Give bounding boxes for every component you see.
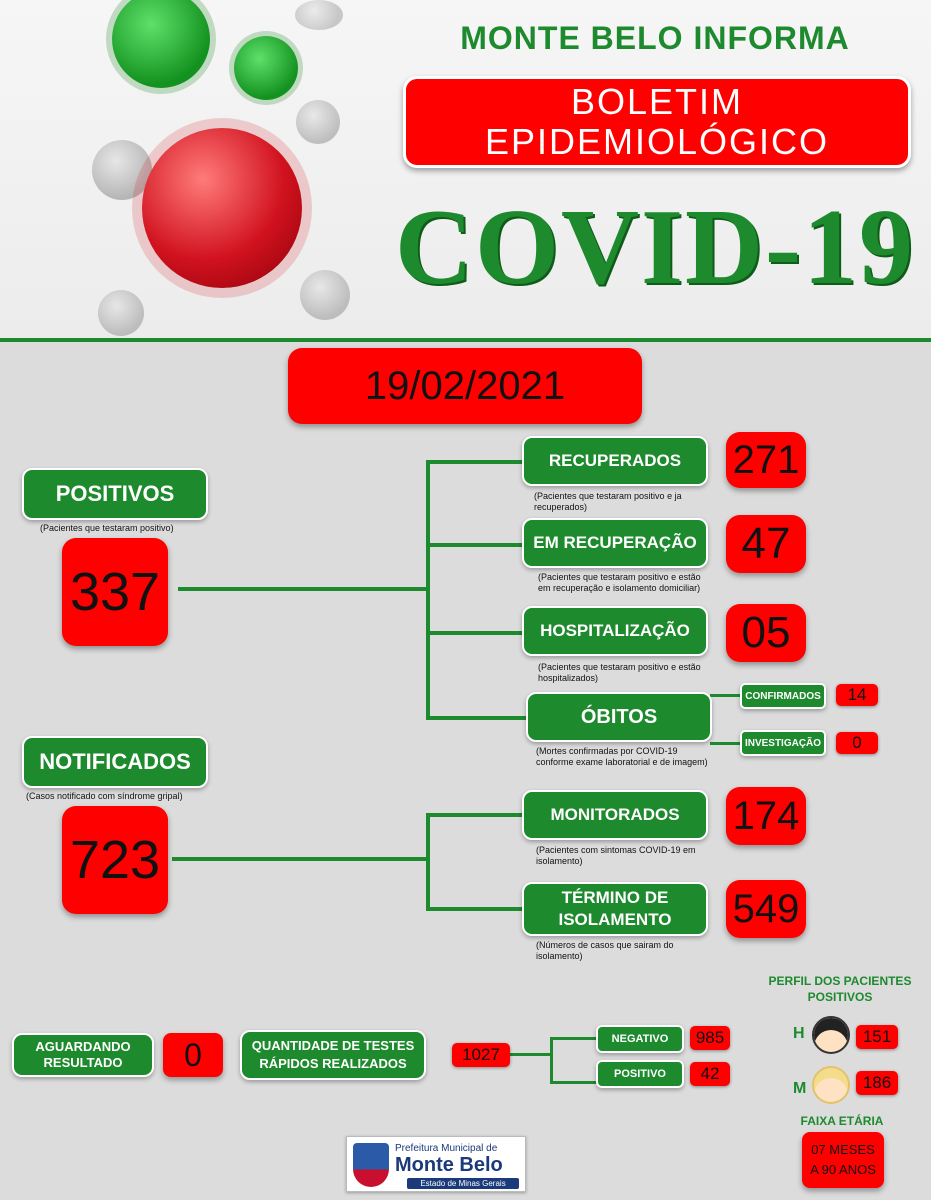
testes-label-line2: RÁPIDOS REALIZADOS bbox=[259, 1056, 407, 1071]
hospitalizacao-label: HOSPITALIZAÇÃO bbox=[540, 621, 690, 640]
positivo-label-box bbox=[596, 1060, 684, 1088]
header-banner bbox=[0, 0, 931, 338]
virus-gray-icon bbox=[300, 270, 350, 320]
virus-gray-icon bbox=[98, 290, 144, 336]
bulletin-title-line2: EPIDEMIOLÓGICO bbox=[484, 121, 830, 162]
notificados-value: 723 bbox=[69, 830, 161, 890]
virus-green-small-icon bbox=[234, 36, 298, 100]
perfil-title-line1: PERFIL DOS PACIENTES bbox=[768, 974, 912, 988]
connector-line bbox=[710, 694, 740, 697]
positivo-value: 42 bbox=[700, 1064, 720, 1083]
em-recuperacao-value: 47 bbox=[741, 519, 791, 568]
positivos-label: POSITIVOS bbox=[55, 481, 175, 506]
connector-line bbox=[426, 460, 430, 720]
hospitalizacao-value-box bbox=[726, 604, 806, 662]
bulletin-title-line1: BOLETIM bbox=[570, 81, 744, 122]
faixa-line2: A 90 ANOS bbox=[810, 1162, 876, 1177]
termino-note: (Números de casos que sairam do isolamento) bbox=[536, 940, 674, 961]
positivo-label: POSITIVO bbox=[614, 1068, 666, 1080]
girl-avatar-icon bbox=[812, 1066, 850, 1104]
monitorados-label: MONITORADOS bbox=[550, 805, 680, 824]
testes-value-box bbox=[452, 1043, 510, 1067]
boy-avatar-icon bbox=[812, 1016, 850, 1054]
m-value: 186 bbox=[862, 1073, 892, 1092]
virus-green-large-icon bbox=[112, 0, 210, 88]
prefeitura-logo bbox=[346, 1136, 526, 1192]
org-title: MONTE BELO INFORMA bbox=[460, 20, 850, 56]
testes-value: 1027 bbox=[462, 1045, 500, 1064]
recuperados-label-box bbox=[522, 436, 708, 486]
em-recuperacao-label: EM RECUPERAÇÃO bbox=[533, 533, 697, 552]
monitorados-label-box bbox=[522, 790, 708, 840]
logo-line2: Monte Belo bbox=[395, 1154, 503, 1176]
confirmados-label: CONFIRMADOS bbox=[745, 690, 821, 702]
termino-value: 549 bbox=[732, 886, 800, 931]
virus-gray-icon bbox=[296, 100, 340, 144]
perfil-title-line2: POSITIVOS bbox=[807, 990, 873, 1004]
monitorados-note: (Pacientes com sintomas COVID-19 em isolamento) bbox=[536, 845, 696, 866]
negativo-label: NEGATIVO bbox=[611, 1033, 669, 1045]
obitos-label-box bbox=[526, 692, 712, 742]
bulletin-title-box bbox=[403, 76, 911, 168]
m-label: M bbox=[793, 1080, 807, 1097]
header-divider bbox=[0, 338, 931, 342]
virus-red-large-icon bbox=[142, 128, 302, 288]
logo-line3 bbox=[407, 1178, 519, 1189]
recuperados-value: 271 bbox=[732, 437, 800, 482]
positivo-value-box bbox=[690, 1062, 730, 1086]
city-crest-icon bbox=[353, 1143, 389, 1187]
aguardando-label-line2: RESULTADO bbox=[43, 1055, 123, 1070]
notificados-note: (Casos notificado com síndrome gripal) bbox=[26, 791, 183, 801]
logo-line1: Prefeitura Municipal de bbox=[395, 1143, 498, 1154]
hospitalizacao-value: 05 bbox=[741, 608, 791, 657]
logo-line3-text: Estado de Minas Gerais bbox=[420, 1179, 506, 1188]
faixa-label: FAIXA ETÁRIA bbox=[800, 1114, 884, 1128]
h-label: H bbox=[793, 1025, 805, 1042]
positivos-note: (Pacientes que testaram positivo) bbox=[40, 523, 174, 533]
connector-line bbox=[510, 1053, 552, 1056]
recuperados-note: (Pacientes que testaram positivo e ja recuperados) bbox=[534, 491, 682, 512]
positivos-label-box bbox=[22, 468, 208, 520]
aguardando-value: 0 bbox=[184, 1036, 202, 1073]
faixa-value-box bbox=[802, 1132, 884, 1188]
connector-line bbox=[426, 907, 522, 911]
termino-label-box bbox=[522, 882, 708, 936]
h-value: 151 bbox=[862, 1027, 892, 1046]
connector-line bbox=[426, 813, 430, 911]
investigacao-label: INVESTIGAÇÃO bbox=[744, 737, 822, 749]
recuperados-value-box bbox=[726, 432, 806, 488]
investigacao-label-box bbox=[740, 730, 826, 756]
obitos-label: ÓBITOS bbox=[580, 705, 658, 728]
monitorados-value-box bbox=[726, 787, 806, 845]
em-recuperacao-label-box bbox=[522, 518, 708, 568]
em-recuperacao-note: (Pacientes que testaram positivo e estão em recuperação e isolamento domiciliar) bbox=[538, 572, 701, 593]
perfil-title bbox=[752, 973, 928, 1005]
monitorados-value: 174 bbox=[732, 793, 800, 838]
termino-label-line1: TÉRMINO DE bbox=[561, 888, 669, 907]
obitos-note: (Mortes confirmadas por COVID-19 conforme exame laboratorial e de imagem) bbox=[536, 746, 708, 767]
confirmados-label-box bbox=[740, 683, 826, 709]
negativo-label-box bbox=[596, 1025, 684, 1053]
recuperados-label: RECUPERADOS bbox=[548, 451, 682, 470]
notificados-label: NOTIFICADOS bbox=[39, 749, 191, 774]
em-recuperacao-value-box bbox=[726, 515, 806, 573]
confirmados-value-box bbox=[836, 684, 878, 706]
connector-line bbox=[426, 813, 522, 817]
termino-value-box bbox=[726, 880, 806, 938]
connector-line bbox=[550, 1037, 598, 1040]
confirmados-value: 14 bbox=[847, 685, 867, 704]
negativo-value-box bbox=[690, 1026, 730, 1050]
connector-line bbox=[426, 460, 522, 464]
aguardando-value-box bbox=[163, 1033, 223, 1077]
notificados-label-box bbox=[22, 736, 208, 788]
negativo-value: 985 bbox=[695, 1028, 725, 1047]
virus-gray-icon bbox=[295, 0, 343, 30]
aguardando-label-box bbox=[12, 1033, 154, 1077]
connector-line bbox=[550, 1081, 598, 1084]
faixa-line1: 07 MESES bbox=[811, 1142, 875, 1157]
hospitalizacao-note: (Pacientes que testaram positivo e estão hospitalizados) bbox=[538, 662, 701, 683]
connector-line bbox=[426, 631, 522, 635]
investigacao-value: 0 bbox=[852, 733, 862, 752]
notificados-value-box bbox=[62, 806, 168, 914]
connector-line bbox=[178, 587, 430, 591]
aguardando-label-line1: AGUARDANDO bbox=[35, 1039, 131, 1054]
m-value-box bbox=[856, 1071, 898, 1095]
connector-line bbox=[426, 543, 522, 547]
connector-line bbox=[710, 742, 740, 745]
h-value-box bbox=[856, 1025, 898, 1049]
termino-label-line2: ISOLAMENTO bbox=[558, 910, 672, 929]
connector-line bbox=[426, 716, 526, 720]
date-text: 19/02/2021 bbox=[364, 363, 566, 408]
date-box bbox=[288, 348, 642, 424]
disease-title: COVID-19 bbox=[395, 188, 915, 307]
connector-line bbox=[172, 857, 430, 861]
investigacao-value-box bbox=[836, 732, 878, 754]
positivos-value-box bbox=[62, 538, 168, 646]
positivos-value: 337 bbox=[69, 562, 161, 622]
connector-line bbox=[550, 1037, 553, 1083]
testes-label-line1: QUANTIDADE DE TESTES bbox=[251, 1038, 415, 1053]
testes-label-box bbox=[240, 1030, 426, 1080]
hospitalizacao-label-box bbox=[522, 606, 708, 656]
